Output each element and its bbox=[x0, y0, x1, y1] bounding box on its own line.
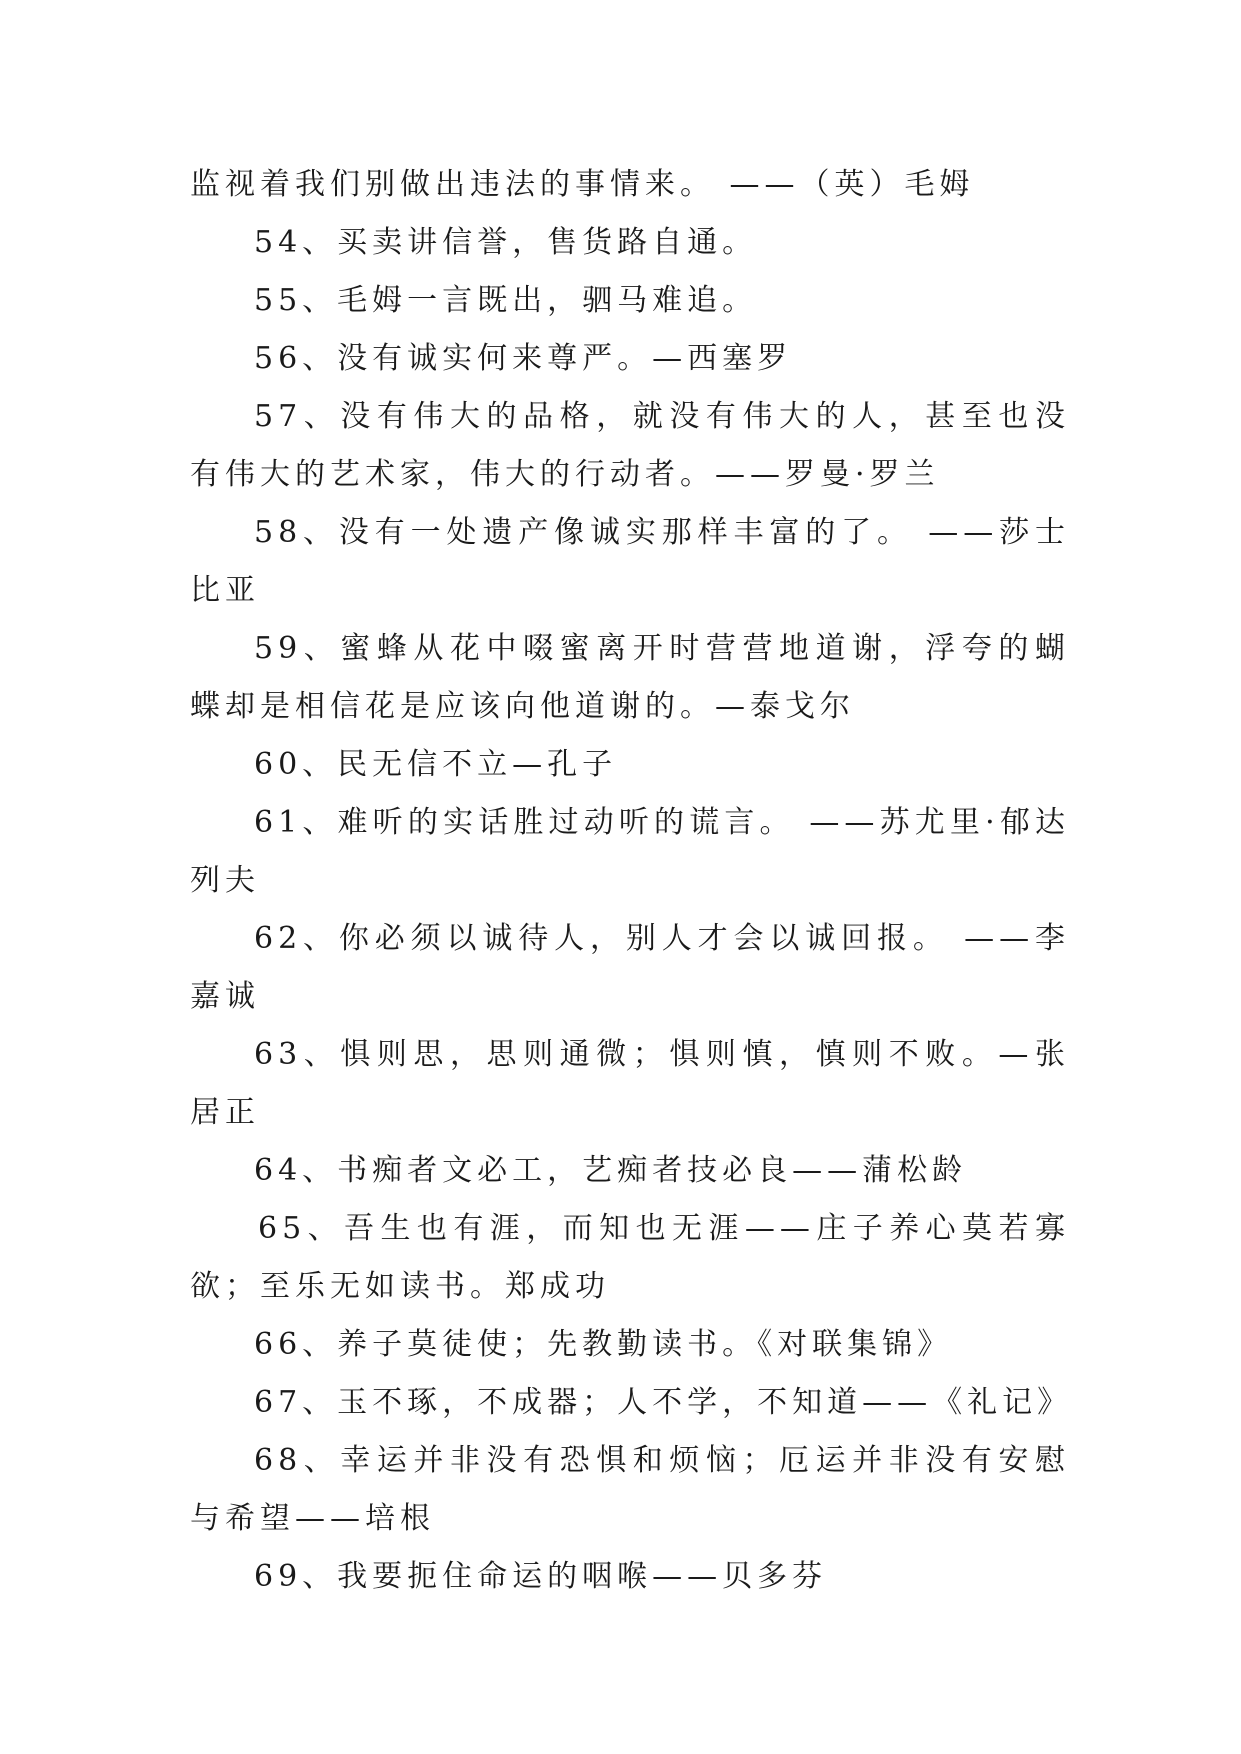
quote-paragraph: 57、没有伟大的品格，就没有伟大的人，甚至也没有伟大的艺术家，伟大的行动者。——罗曼·罗兰 bbox=[190, 399, 1070, 492]
quote-paragraph: 54、买卖讲信誉，售货路自通。 bbox=[254, 225, 758, 260]
quote-paragraph: 55、毛姆一言既出，驷马难追。 bbox=[254, 283, 758, 318]
quote-paragraph: 67、玉不琢，不成器；人不学，不知道——《礼记》 bbox=[254, 1385, 1073, 1420]
quote-paragraph: 监视着我们别做出违法的事情来。 ——（英）毛姆 bbox=[190, 167, 975, 202]
quote-list bbox=[190, 156, 1073, 1606]
quote-paragraph: 62、你必须以诚待人，别人才会以诚回报。 ——李嘉诚 bbox=[190, 921, 1070, 1014]
quote-paragraph: 66、养子莫徒使；先教勤读书。《对联集锦》 bbox=[254, 1327, 953, 1362]
quote-paragraph: 61、难听的实话胜过动听的谎言。 ——苏尤里·郁达列夫 bbox=[190, 805, 1070, 898]
quote-paragraph: 60、民无信不立—孔子 bbox=[254, 747, 618, 782]
quote-paragraph: 59、蜜蜂从花中啜蜜离开时营营地道谢，浮夸的蝴蝶却是相信花是应该向他道谢的。—泰戈尔 bbox=[190, 631, 1070, 724]
quote-paragraph: 68、幸运并非没有恐惧和烦恼；厄运并非没有安慰与希望——培根 bbox=[190, 1443, 1070, 1536]
quote-paragraph: 64、书痴者文必工，艺痴者技必良——蒲松龄 bbox=[254, 1153, 968, 1188]
quote-paragraph: 58、没有一处遗产像诚实那样丰富的了。 ——莎士比亚 bbox=[190, 515, 1070, 608]
quote-paragraph: 65、吾生也有涯，而知也无涯——庄子养心莫若寡欲；至乐无如读书。郑成功 bbox=[190, 1211, 1070, 1304]
quote-paragraph: 56、没有诚实何来尊严。—西塞罗 bbox=[254, 341, 793, 376]
quote-paragraph: 63、惧则思，思则通微；惧则慎，慎则不败。—张居正 bbox=[190, 1037, 1070, 1130]
quote-paragraph: 69、我要扼住命运的咽喉——贝多芬 bbox=[254, 1559, 828, 1594]
